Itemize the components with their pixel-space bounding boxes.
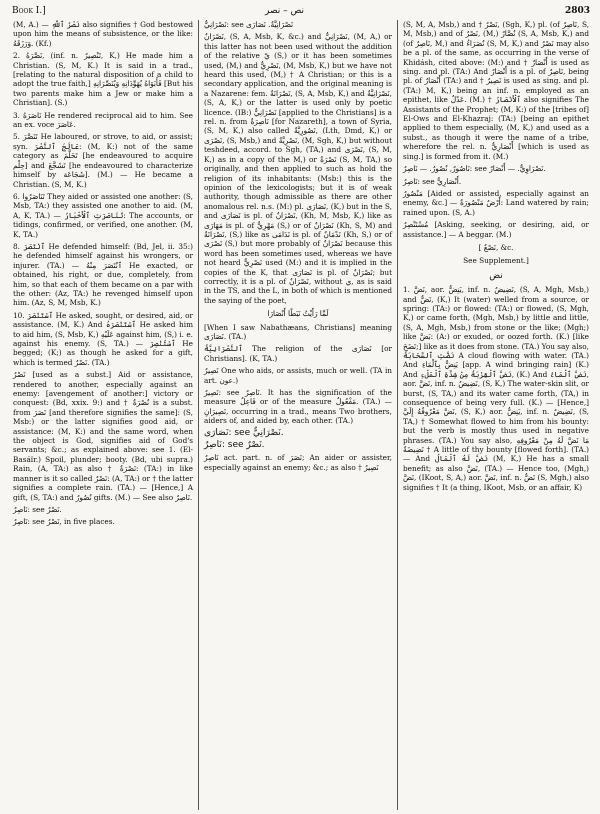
book-label: Book I.] (12, 6, 46, 16)
paragraph: 3. نَاصَرَهُ He rendered reciprocal aid to him. See an ex. voce عَاصَرَ. (13, 110, 193, 130)
paragraph: [When I saw Nabathæans, Christians] meaning نَصَارَى. (TA.) (204, 322, 392, 341)
paragraph: نَاصِرٌ: see نَصْرٌ. (13, 504, 62, 514)
dictionary-columns (8, 20, 594, 810)
paragraph: نَاصِرٌ: see نَصْرٌ, in five places. (13, 517, 115, 527)
paragraph: 2. نَصَّرَهُ, (inf. n. تَنْصِيرٌ, K,) He made him a Christian. (S, M, K.) It is said in a trad., [relating to the natural disposition of a child to adopt the true faith,] فَأَبَوَاهُ يُهَوِّدَانِهِ وَيُنَصِّرَانِهِ [But his two parents make him a Jew or make him a Christian]. (S.) (13, 51, 193, 108)
paragraph: ٱلنَّصْرَانِيَّةُ The religion of the نَصَارَى [or Christians]. (K, TA.) (204, 344, 392, 363)
page-header (0, 6, 600, 20)
root-entry-heading: نض (489, 270, 503, 281)
paragraph: نَصِيرٌ One who aids, or assists, much or well. (TA in art. عون.) (204, 366, 392, 385)
paragraph: نَصِيرٌ: see نَاصِرٌ. It has the signification of the measure فَاعِلٌ or of the measure مَفْعُولٌ. (TA.) — نَصِيرَانِ, occurring in a trad., means Two brothers, aiders of, and aided by, each other. (TA.) (204, 388, 392, 426)
paragraph: (S, M, A, Msb,) and † نَصْرٌ, (Sgh, K,) pl. (of نَاصِرٌ, S, M, Msb,) and of نَصْرٌ, (M,) نُصَّارٌ (S, A, Msb, K,) and (of نَاصِرٌ, M,) and نُصَرَاءُ (S, M, K,) and نَصْرٌ may also be a pl. of the same, as occurring in the verse of Khidásh, cited above: (M:) and † أَنْصَارٌ is used as sing. and pl. (TA:) And أَنْصَارٌ is a pl. of نَاصِرٌ, being pl. of أَنْصَارٌ (TA:) and † نَصِيرٌ is used as sing. and pl. (TA:) M, K,) being an inf. n. employed as an epithet, like عَدْلٌ. (M.) † ٱلْأَنْصَارُ also signifies The Assistants of the Prophet; (M, K:) of the [tribes of] El-Ows and El-Khazraj: (TA:) [being an epithet applied to them especially, (M, K,) and used as a subst., as though it were the name of a tribe, wherefore the rel. n. أَنْصَارِيٌّ [which is used as sing.] is formed from it. (M.) (403, 20, 590, 161)
headword: نَصَارَى: see نَصْرَانِيٌّ. (204, 427, 284, 438)
paragraph: نَصْرَانٌ, (S, A, Msb, K, &c.) and نَصْرَانِيٌّ, (M, A,) or this latter has not been used without the addition of the relative يّ (S,) or it has been sometimes used, (M,) and نَصْرِيٌّ, (M, Msb, K,) but we have not heard this used, (M,) † A Christian; or this is a secondary application, and the original meaning is a Nazarene: fem. نَصْرَانَةٌ, (S, A, Msb, K,) and نَصْرَانِيَّةٌ, (S, A, K,) or the latter is used only by poetic licence. (IB:) نَصْرَانِيٌّ [applied to the Christians] is a rel. n. from نَاصِرَةُ [for Nazareth], a town of Syria, (S, M, K,) also called نَصُورِيَّةٌ, (Lth, Dmd, K,) or نَصْرَى, (S, Msb,) and نَصْرِيَّةٌ, (M, Sgh, K,) but without teshdeed, accord. to Sgh, (TA,) and نَصْرَى, (S, M, K,) as in a copy of the M,) or نَصْرَةٌ (S, M, TA,) so originally, and then applied to such as hold the religion of its inhabitants: (Msb:) this is the opinion of the lexicologists; but it is of weak authority, though admissible as there are other anomalous rel. n.s. (M:) pl. نَصَارَى, (K,) but in the S, and نَصَارَى is pl. of نَصْرَانٌ, (Kh, M, Msb, K,) like as مَهَارَى is pl. of مَهْرِيٌّ (S,) or of نَصْرَانٌ (Kh, S, M) and نَصْرَانَةٌ, (S,) like as نَدَامَى is pl. of نَدْمَانٌ (Kh, S,) or of نَصْرَى (S,) but more probably of نَصْرَانٌ because this word has been sometimes used, whereas we have not heard نَصْرِيٌّ used (M:) and it is implied in the copies of the K, that نَصَارَى is pl. of نَصْرَانٌ; but correctly, it is a pl. of نَصْرَانٌ, without ي, as is said in the TS, and the L, in both of which is mentioned the saying of the poet, (204, 32, 393, 305)
verse-quote: لَمَّا رَأَيْتُ نَبَطًا أَنْصَارَا (267, 309, 329, 319)
column-middle (198, 20, 398, 810)
paragraph: نَصْرَانِيٌّ: see نَصْرَانِيَّةٌ. نَصَارَى (204, 20, 294, 29)
paragraph: 6. تَنَاصَرُوا They aided or assisted one another: (S, Msb, TA:) they assisted one another to aid. (M, A, K, TA.) — تَنَاصَرَتِ ٱلْأَخْبَارُ: The accounts, or tidings, confirmed, or verified, one another. (M, K, TA.) (13, 191, 193, 239)
paragraph: 8. ٱنْتَصَرَ He defended himself: (Bd, Jel, ii. 35:) he defended himself against his wrongers, or injurer. (TA.) — ٱنْتَصَرَ مِنْهُ He exacted, or obtained, his right, or due, completely, from him, so that each of them became on a par with the other: (Az, TA:) he revenged himself upon him. (Az, S, M, Msb, K.) (13, 241, 193, 308)
supplement-note: See Supplement.] (463, 256, 529, 266)
headword: نَاصِرٌ: see نَصْرٌ. (204, 440, 265, 451)
paragraph: مَنْصُورٌ [Aided or assisted, especially against an enemy, &c.] — أَرْضٌ مَنْصُورَةٌ: Land watered by rain; rained upon. (S, A.) (403, 188, 589, 217)
paragraph: (M, A.) — نَصْرُ ٱللّٰهِ also signifies † God bestowed upon him the means of subsistence, or the like: وَرَزَقَهُ. (Kf.) (13, 20, 193, 48)
cross-reference: [ نَصْعٌ, &c. (478, 242, 514, 252)
paragraph: 1. نَضَّ, aor. يَنِضُّ, inf. n. نَضِيضٌ, (S, A, Mgh, Msb,) and نَضٌّ, (K,) It (water) welled from a source, or spring: (TA:) or flowed: (TA:) or flowed, (S, Mgh, K,) or came forth, (Mgh, Msb,) by little and little, (S, A, Mgh, Msb,) from stone or the like; (Mgh;) like بَضَّ: (A:) or exuded, or oozed forth. (K.) [like نَضَحَ;] like as it does from stone. (TA.) You say also, نَضَّتِ ٱلسَّحَابَةُ A cloud flowing with water. (TA.) And يَنِضُّ بِٱلْمَاءِ [app. A wind bringing rain] (K.) And نَضَّ ٱلْقِرْبَةُ مِنْ شِدَّةِ ٱلْمَلْءِ, (K.) And نَضَّ ٱلْمَاءُ, aor. نَضَّ, inf. n. نَضِيضٌ, (S, K,) The water-skin slit, or burst, (S, TA,) and its water came forth, (TA,) in consequence of being very full. (K.) — [Hence,] نَضَّ مَعْرُوفُهُ إِلَيَّ, (S, K,) aor. يَنِضُّ, inf. n. نَضِيضٌ, (S, TA,) † Somewhat flowed to him from his bounty: but the verb is mostly thus used in negative phrases. (TA.) You say also, مَا نَضَّ لَهُ مِنْ مَعْرُوفِهِ نَضِيضَةٌ † A little of thy bounty [flowed forth]. (TA.) — And نَضَّ لَهُ ٱلْمَالُ (M, K,) He has a small benefit; as also نَضَّ, (TA.) — Hence too, (Mgh,) نَضَّ, (IKoot, S, A,) aor. نَضَّ, inf. n. نَضٌّ (S, Mgh,) also signifies † It (a thing, IKoot, Msb, or an affair, K) (403, 285, 590, 492)
paragraph: 5. تَنَصَّرَ He laboured, or strove, to aid, or assist; syn. عَالَجَ ٱلنَّصْرَ: (M, K:) not of the same category as تَحَلَّمَ [he endeavoured to acquire حِلْم] and تَشَجَّعَ [he endeavoured to characterize himself by شَجَاعَة]. (M.) — He became a Christian. (S, M, K.) (13, 132, 193, 189)
paragraph: مُسْتَنْصِرٌ [Asking, seeking, or desiring, aid, or assistance.] — A beggar. (M.) (403, 220, 589, 239)
paragraph: نَاصُورٌ, نُصُورٌ. — نَاصِرٌ: see نَصْرَاوِيٌّ. — أَنْصَارٌ. (403, 164, 546, 174)
paragraph: نَصْرٌ [used as a subst.] Aid or assistance, rendered to another, especially against an enemy: [avengement of another:] victory or conquest: (Bd, xxix. 9:) and † نُصْرَةٌ is a subst. from نَصَرَ [and therefore signifies the same]: (S, Msb:) or the latter signifies good aid, or assistance: (M, K:) and the same word, when the object is God, signifies aid of God's servants; &c.; as explained above: see 1. (El-Basáïr.) Spoil, plunder; booty. (Bd, ubi supra.) Rain, (A, TA:) as also † نَصْرَةٌ: (TA:) in like manner is it so called نَصْرٌ: (A, TA:) or † the latter signifies a complete rain. (TA.) — [Hence,] A gift, (S, TA:) and نُصُورٌ gifts. (M.) — See also نَاصِرٌ. (13, 370, 194, 502)
paragraph: 10. ٱسْتَنْصَرَ He asked, sought, or desired, aid, or assistance. (M, K.) And ٱسْتَنْصَرَهُ He asked him to aid him, (S, Msb, K,) عَلَيْهِ against him, (S,) i. e. against his enemy. (S, TA.) — ٱسْتُنْصِرَ He begged; (K;) as though he asked for a gift, which is termed نَصْرٌ. (TA.) (13, 310, 193, 367)
page-number: 2803 (564, 6, 590, 16)
column-right (398, 20, 594, 810)
paragraph: نَاصِرٌ act. part. n. of نَصَرَ; An aider or assister, especially against an enemy; &c.; as also † نَصِيرٌ (204, 453, 392, 472)
paragraph: نَاصِرٌ: see أَنْصَارِيٌّ. (403, 176, 462, 186)
root-letters-heading: نص – نصر (265, 6, 305, 16)
column-left (8, 20, 198, 810)
